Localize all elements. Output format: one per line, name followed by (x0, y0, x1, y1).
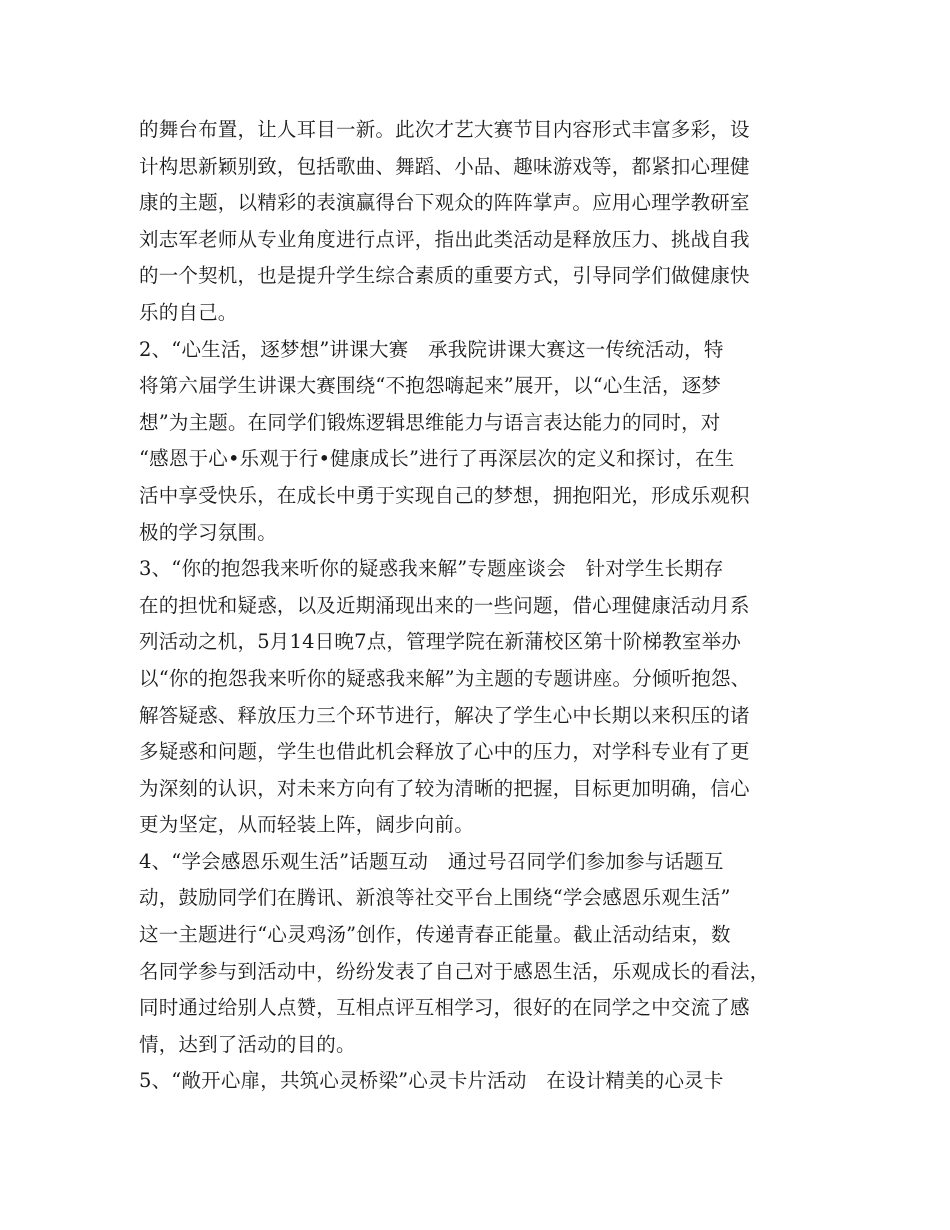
text-line: 动，鼓励同学们在腾讯、新浪等社交平台上围绕“学会感恩乐观生活” (139, 886, 731, 910)
text-line: 在的担忧和疑惑，以及近期涌现出来的一些问题，借心理健康活动月系 (139, 593, 750, 617)
text-line: 列活动之机，5月14日晚7点，管理学院在新蒲校区第十阶梯教室举办 (139, 630, 742, 654)
text-line: 的舞台布置，让人耳目一新。此次才艺大赛节目内容形式丰富多彩，设 (139, 118, 750, 141)
text-line: 想”为主题。在同学们锻炼逻辑思维能力与语言表达能力的同时，对 (139, 410, 721, 434)
text-line: 同时通过给别人点赞，互相点评互相学习，很好的在同学之中交流了感 (139, 996, 750, 1020)
text-line: 名同学参与到活动中，纷纷发表了自己对于感恩生活，乐观成长的看法， (139, 959, 770, 983)
text-line: 5、“敞开心扉，共筑心灵桥梁”心灵卡片活动 在设计精美的心灵卡 (139, 1069, 724, 1093)
text-line: 以“你的抱怨我来听你的疑惑我来解”为主题的专题讲座。分倾听抱怨、 (139, 666, 751, 690)
text-line: 活中享受快乐，在成长中勇于实现自己的梦想，拥抱阳光，形成乐观积 (139, 483, 750, 507)
text-line: “感恩于心•乐观于行•健康成长”进行了再深层次的定义和探讨，在生 (139, 447, 735, 471)
text-line: 2、“心生活，逐梦想”讲课大赛 承我院讲课大赛这一传统活动，特 (139, 337, 724, 361)
text-line: 解答疑惑、释放压力三个环节进行，解决了学生心中长期以来积压的诸 (139, 703, 750, 727)
text-line: 将第六届学生讲课大赛围绕“不抱怨嗨起来”展开，以“心生活，逐梦 (139, 374, 722, 398)
text-line: 这一主题进行“心灵鸡汤”创作，传递青春正能量。截止活动结束，数 (139, 923, 731, 947)
text-line: 为深刻的认识，对未来方向有了较为清晰的把握，目标更加明确，信心 (139, 776, 750, 800)
text-line: 情，达到了活动的目的。 (139, 1032, 356, 1056)
text-line: 的一个契机，也是提升学生综合素质的重要方式，引导同学们做健康快 (139, 264, 750, 288)
text-line: 3、“你的抱怨我来听你的疑惑我来解”专题座谈会 针对学生长期存 (139, 557, 724, 581)
text-line: 刘志军老师从专业角度进行点评，指出此类活动是释放压力、挑战自我 (139, 227, 750, 251)
text-line: 更为坚定，从而轻装上阵，阔步向前。 (139, 813, 474, 837)
text-line: 多疑惑和问题，学生也借此机会释放了心中的压力，对学科专业有了更 (139, 740, 750, 764)
text-line: 乐的自己。 (139, 300, 238, 324)
body-text (139, 112, 819, 1100)
text-line: 康的主题，以精彩的表演赢得台下观众的阵阵掌声。应用心理学教研室 (139, 191, 750, 215)
text-line: 4、“学会感恩乐观生活”话题互动 通过号召同学们参加参与话题互 (139, 849, 724, 873)
text-line: 极的学习氛围。 (139, 520, 277, 544)
text-line: 计构思新颖别致，包括歌曲、舞蹈、小品、趣味游戏等，都紧扣心理健 (139, 154, 750, 178)
